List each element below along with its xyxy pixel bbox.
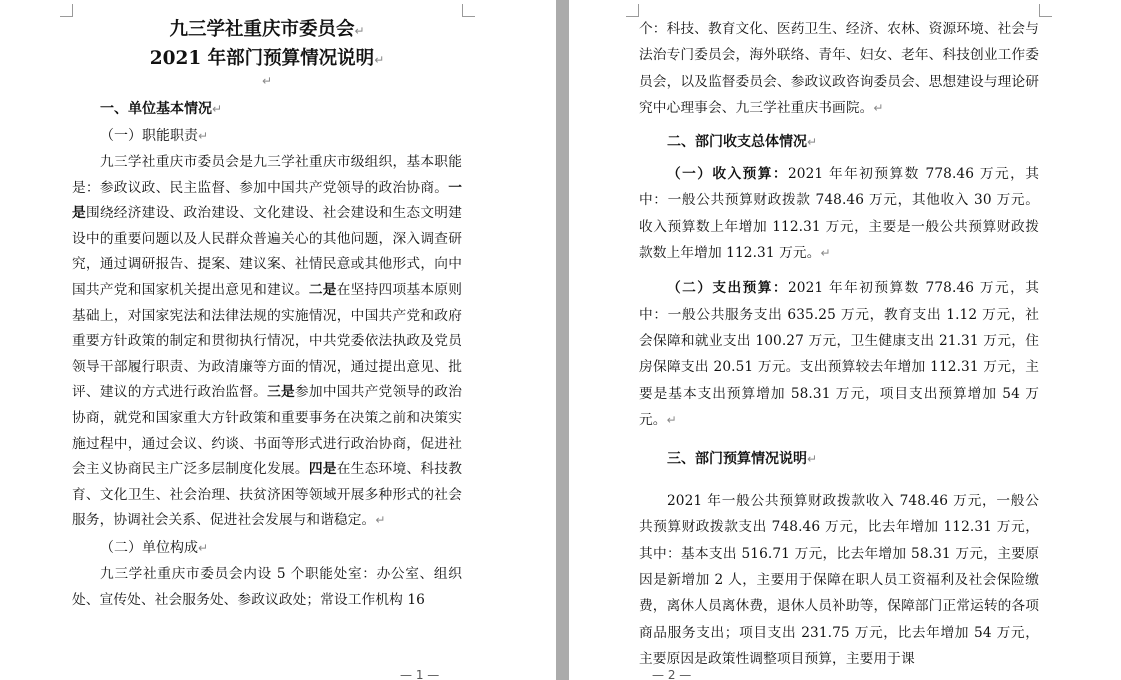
empty-paragraph: ↵ xyxy=(261,74,273,88)
paragraph-functions: 九三学社重庆市委员会是九三学社重庆市级组织，基本职能是：参政议政、民主监督、参加中国共产党领导的政治协商。一是围绕经济建设、政治建设、文化建设、社会建设和生态文明建设中的重要问题以及人民群众普遍关心的其他问题，深入调查研究，通过调研报告、提案、建议案、社情民意或其他形式，向中国共产党和国家机关提出意见和建议。二是在坚持四项基本原则基础上，对国家宪法和法律法规的实施情况，中国共产党和政府重要方针政策的制定和贯彻执行情况，中共党委依法执政及党员领导干部履行职责、为政清廉等方面的情况，通过提出意见、批评、建议的方式进行政治监督。三是参加中国共产党领导的政治协商，就党和国家重大方针政策和重要事务在决策之前和决策实施过程中，通过会议、约谈、书面等形式进行政治协商，促进社会主义协商民主广泛多层制度化发展。四是在生态环境、科技教育、文化卫生、社会治理、扶贫济困等领域开展多种形式的社会服务，协调社会关系、促进社会发展与和谐稳定。↵ xyxy=(72,154,463,529)
document-title-line-1: 九三学社重庆市委员会↵ xyxy=(169,19,365,40)
page-number-1: — 1 — xyxy=(400,668,440,680)
document-page-2 xyxy=(569,0,1121,680)
paragraph-income-budget: （一）收入预算：2021 年年初预算数 778.46 万元，其中：一般公共预算财政拨款 748.46 万元，其他收入 30 万元。收入预算数上年增加 112.31 万元，主要是一般公共预算财政拨款数上年增加 112.31 万元。↵ xyxy=(639,166,1039,262)
margin-marker-top-left xyxy=(626,4,639,17)
document-title-line-2: 2021 年部门预算情况说明↵ xyxy=(149,48,385,69)
margin-marker-top-right xyxy=(1039,4,1052,17)
paragraph-composition: 九三学社重庆市委员会内设 5 个职能处室：办公室、组织处、宣传处、社会服务处、参政议政处；常设工作机构 16 xyxy=(72,565,462,608)
page-1-content[interactable] xyxy=(72,0,462,613)
page-2-content[interactable] xyxy=(639,0,1039,672)
paragraph-budget-details: 2021 年一般公共预算财政拨款收入 748.46 万元，一般公共预算财政拨款支出 748.46 万元，比去年增加 112.31 万元，其中：基本支出 516.71 万元，比去年增加 58.31 万元，主要原因是新增加 2 人，主要用于保障在职人员工资福利及社会保险缴费，离休人员离休费，退休人员补助等，保障部门正常运转的各项商品服务支出；项目支出 231.75 万元，比去年增加 54 万元，主要原因是政策性调整项目预算，主要用于课 xyxy=(639,493,1039,667)
section-heading-budget-overview: 二、部门收支总体情况↵ xyxy=(667,134,818,151)
section-heading-basic-info: 一、单位基本情况↵ xyxy=(100,101,223,117)
document-page-1 xyxy=(0,0,556,680)
subheading-functions: （一）职能职责↵ xyxy=(100,128,209,144)
subheading-composition: （二）单位构成↵ xyxy=(100,539,209,556)
page-number-2: — 2 — xyxy=(652,668,692,680)
paragraph-composition-continued: 个：科技、教育文化、医药卫生、经济、农林、资源环境、社会与法治专门委员会，海外联络、青年、妇女、老年、科技创业工作委员会，以及监督委员会、参政议政咨询委员会、思想建设与理论研究中心理事会、九三学社重庆书画院。↵ xyxy=(639,21,1039,116)
section-heading-budget-details: 三、部门预算情况说明↵ xyxy=(667,451,818,468)
margin-marker-top-right xyxy=(462,4,475,17)
paragraph-expense-budget: （二）支出预算：2021 年年初预算数 778.46 万元，其中：一般公共服务支出 635.25 万元，教育支出 1.12 万元，社会保障和就业支出 100.27 万元，卫生健康支出 21.31 万元，住房保障支出 20.51 万元。支出预算较去年增加 112.31 万元，主要是基本支出预算增加 58.31 万元，项目支出预算增加 54 万元。↵ xyxy=(639,280,1039,428)
